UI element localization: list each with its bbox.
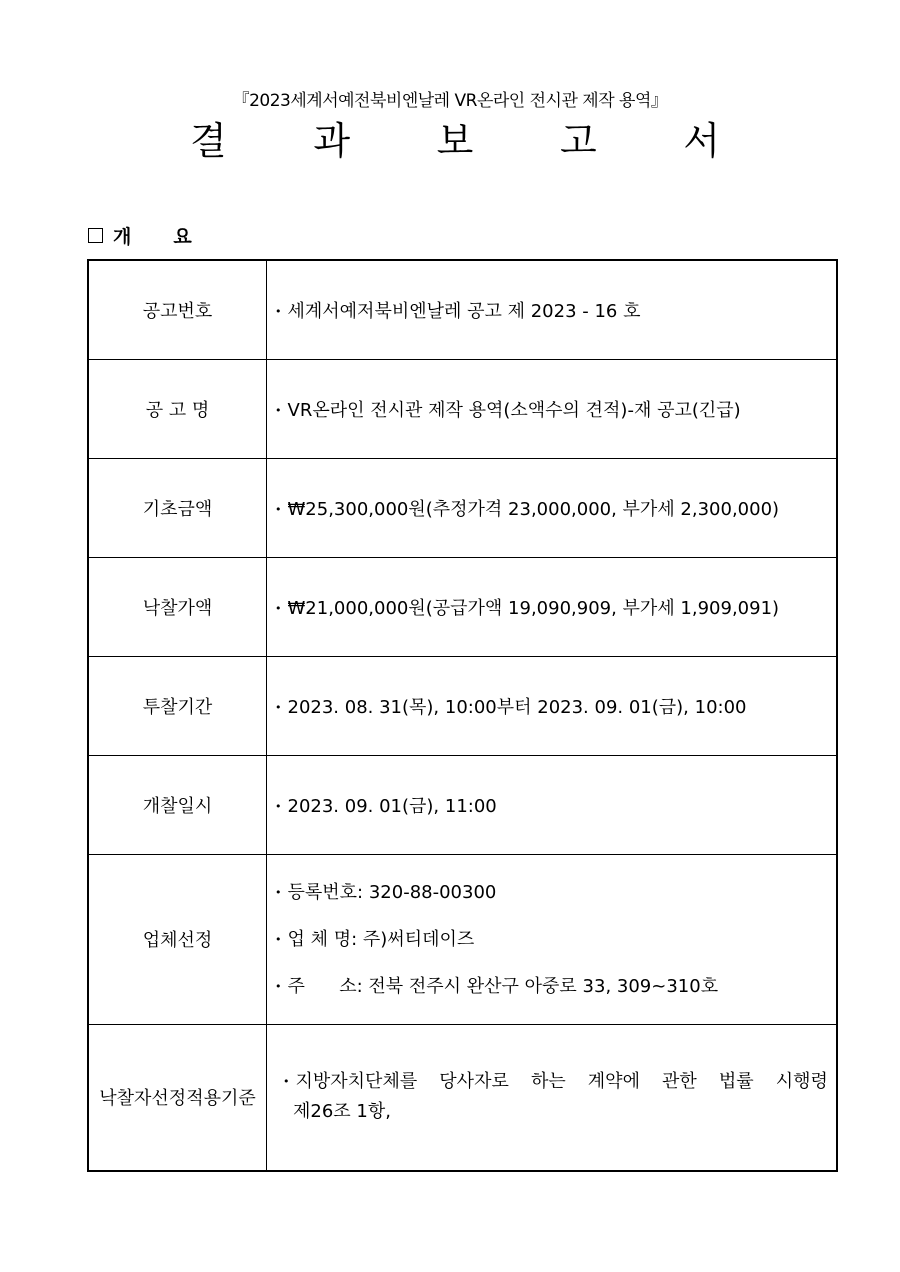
section-heading-char: 개 [113,226,132,248]
row-value [267,755,838,854]
row-label: 공 고 명 [88,359,267,458]
title-char: 고 [559,119,597,163]
table-row [88,755,837,854]
criteria-word: 계약에 [587,1071,640,1093]
bullet-icon: • [275,979,282,993]
square-box-icon [88,228,103,243]
table-row [88,656,837,755]
criteria-line [283,1067,828,1097]
criteria-text [267,1024,838,1171]
bullet-icon: • [283,1075,290,1089]
table-row [88,260,837,359]
vendor-item [275,869,836,916]
vendor-details [267,854,838,1024]
document-title [190,110,720,165]
row-label: 낙찰자선정적용기준 [88,1024,267,1171]
row-label: 공고번호 [88,260,267,359]
bullet-icon: • [275,601,282,615]
title-char: 과 [313,119,351,163]
row-value-text: 2023. 08. 31(목), 10:00부터 2023. 09. 01(금), 10:00 [287,696,747,718]
overview-table [87,259,838,1172]
row-value [267,458,838,557]
section-heading-overview [88,222,192,249]
row-label: 개찰일시 [88,755,267,854]
row-value-text: VR온라인 전시관 제작 용역(소액수의 견적)-재 공고(긴급) [287,399,741,421]
criteria-word: 법률 [718,1071,754,1093]
table-row [88,1024,837,1171]
row-value-text: ₩21,000,000원(공급가액 19,090,909, 부가세 1,909,091) [287,597,780,619]
row-label: 업체선정 [88,854,267,1024]
bullet-icon: • [275,932,282,946]
row-label: 낙찰가액 [88,557,267,656]
table-row [88,854,837,1024]
table-row [88,458,837,557]
document-subtitle: 『2023세계서예전북비엔날레 VR온라인 전시관 제작 용역』 [232,91,668,111]
vendor-item-text: 주 소: 전북 전주시 완산구 아중로 33, 309~310호 [287,975,719,997]
row-value-text: 2023. 09. 01(금), 11:00 [287,795,497,817]
bullet-icon: • [275,403,282,417]
title-char: 서 [683,119,720,163]
row-value-text: ₩25,300,000원(추정가격 23,000,000, 부가세 2,300,000) [287,498,780,520]
row-value [267,260,838,359]
criteria-word: 관한 [662,1071,697,1093]
row-label: 기초금액 [88,458,267,557]
row-label: 투찰기간 [88,656,267,755]
section-heading-char: 요 [173,226,192,248]
title-char: 결 [190,119,227,163]
bullet-icon: • [275,799,282,813]
criteria-word: 시행령 [775,1071,828,1093]
table-row [88,557,837,656]
vendor-item [275,963,836,1010]
title-char: 보 [436,119,474,163]
criteria-word: 당사자로 [439,1071,509,1093]
row-value-text: 세계서예저북비엔날레 공고 제 2023 - 16 호 [287,300,641,322]
row-value [267,557,838,656]
criteria-word: 하는 [530,1071,566,1093]
vendor-item-text: 등록번호: 320-88-00300 [287,881,497,903]
bullet-icon: • [275,502,282,516]
vendor-item-text: 업 체 명: 주)써티데이즈 [287,928,475,950]
bullet-icon: • [275,700,282,714]
criteria-line: 제26조 1항, [293,1101,391,1123]
bullet-icon: • [275,304,282,318]
row-value [267,656,838,755]
bullet-icon: • [275,885,282,899]
table-row [88,359,837,458]
vendor-item [275,916,836,963]
criteria-word: • 지방자치단체를 [283,1071,418,1093]
row-value [267,359,838,458]
